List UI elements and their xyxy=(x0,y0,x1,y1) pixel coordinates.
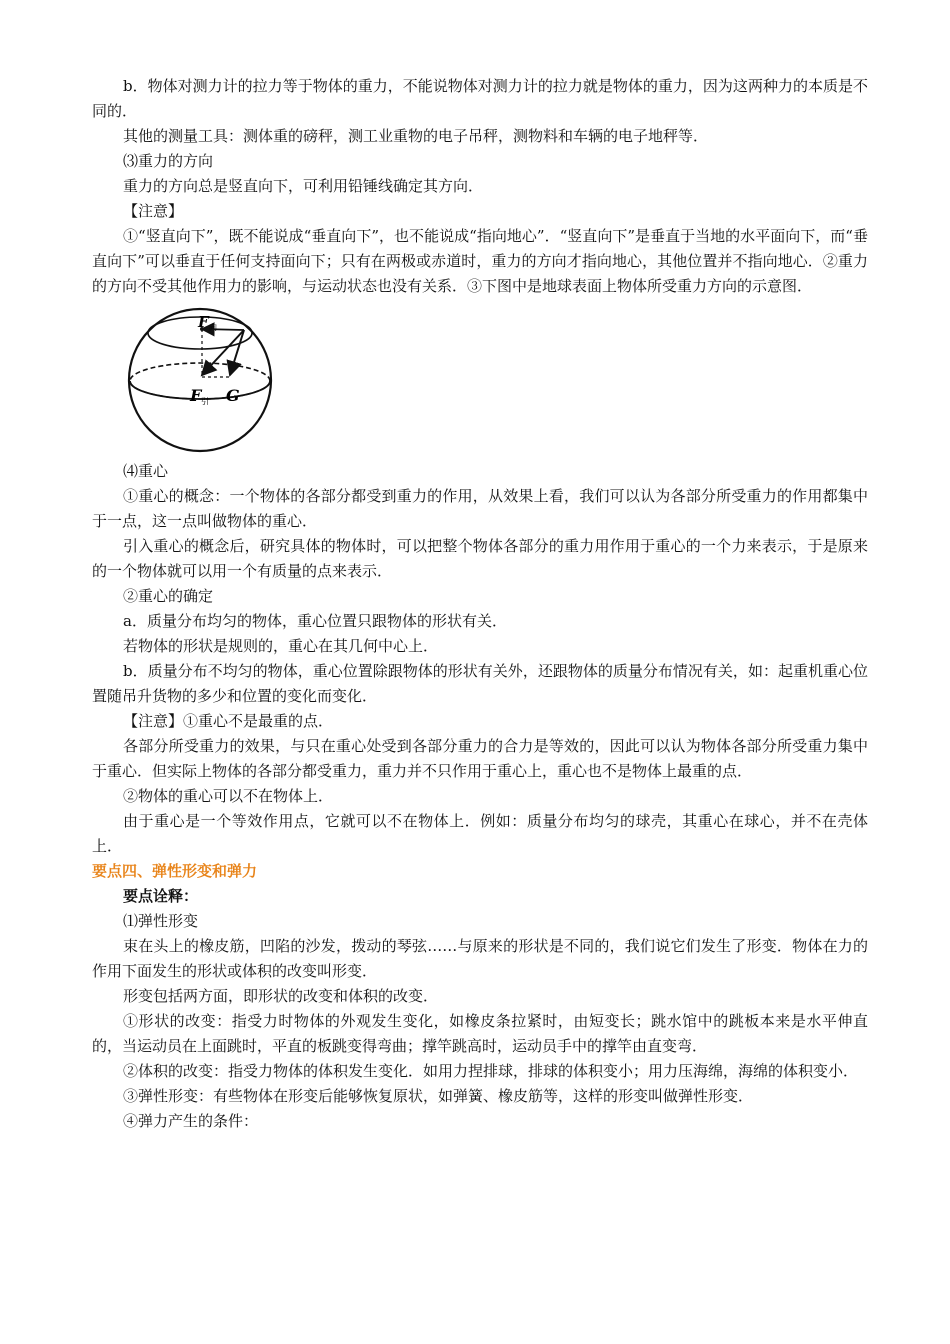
paragraph: ①重心的概念：一个物体的各部分都受到重力的作用，从效果上看，我们可以认为各部分所受重力的作用都集中于一点，这一点叫做物体的重心． xyxy=(92,487,868,530)
subheading: 要点诠释： xyxy=(123,887,199,905)
sphere-diagram xyxy=(126,303,274,453)
f-centripetal-sub: 向 xyxy=(209,323,217,332)
paragraph: b．质量分布不均匀的物体，重心位置除跟物体的形状有关外，还跟物体的质量分布情况有关，如：起重机重心位置随吊升货物的多少和位置的变化而变化． xyxy=(92,662,868,705)
paragraph: b．物体对测力计的拉力等于物体的重力，不能说物体对测力计的拉力就是物体的重力，因为这两种力的本质是不同的． xyxy=(92,77,868,120)
section-title: ⑷重心 xyxy=(123,462,169,480)
g-label: G xyxy=(226,386,240,405)
paragraph: ②体积的改变：指受力物体的体积发生变化．如用力捏排球，排球的体积变小；用力压海绵，海绵的体积变小． xyxy=(123,1062,859,1080)
paragraph: ②重心的确定 xyxy=(123,587,214,605)
paragraph: 束在头上的橡皮筋，凹陷的沙发，拨动的琴弦……与原来的形状是不同的，我们说它们发生了形变．物体在力的作用下面发生的形状或体积的改变叫形变． xyxy=(92,937,868,980)
paragraph: 引入重心的概念后，研究具体的物体时，可以把整个物体各部分的重力用作用于重心的一个力来表示，于是原来的一个物体就可以用一个有质量的点来表示． xyxy=(92,537,868,580)
f-centripetal-label: F xyxy=(198,313,209,331)
paragraph: ③弹性形变：有些物体在形变后能够恢复原状，如弹簧、橡皮筋等，这样的形变叫做弹性形变． xyxy=(123,1087,754,1105)
paragraph: 由于重心是一个等效作用点，它就可以不在物体上．例如：质量分布均匀的球壳，其重心在球心，并不在壳体上． xyxy=(92,812,868,855)
paragraph: ①形状的改变：指受力时物体的外观发生变化，如橡皮条拉紧时，由短变长；跳水馆中的跳板本来是水平伸直的，当运动员在上面跳时，平直的板跳变得弯曲；撑竿跳高时，运动员手中的撑竿由直变弯． xyxy=(92,1012,868,1055)
note-label: 【注意】 xyxy=(123,202,184,220)
paragraph: 若物体的形状是规则的，重心在其几何中心上． xyxy=(123,637,439,655)
paragraph: ②物体的重心可以不在物体上． xyxy=(123,787,334,805)
paragraph: 各部分所受重力的效果，与只在重心处受到各部分重力的合力是等效的，因此可以认为物体各部分所受重力集中于重心．但实际上物体的各部分都受重力，重力并不只作用于重心上，重心也不是物体上最重的点． xyxy=(92,737,868,780)
document-page xyxy=(92,74,868,1134)
section-title: ⑶重力的方向 xyxy=(123,152,214,170)
paragraph: ①“竖直向下”，既不能说成“垂直向下”，也不能说成“指向地心”．“竖直向下”是垂直于当地的水平面向下，而“垂直向下”可以垂直于任何支持面向下；只有在两极或赤道时，重力的方向才指向地心，其他位置并不指向地心．②重力的方向不受其他作用力的影响，与运动状态也没有关系．③下图中是地球表面上物体所受重力方向的示意图． xyxy=(92,227,868,295)
section-title: ⑴弹性形变 xyxy=(123,912,199,930)
gravity-direction-figure xyxy=(126,303,274,453)
f-gravitation-sub: 引 xyxy=(201,397,209,406)
section-heading: 要点四、弹性形变和弹力 xyxy=(92,862,258,880)
paragraph: ④弹力产生的条件： xyxy=(123,1112,259,1130)
paragraph: a．质量分布均匀的物体，重心位置只跟物体的形状有关． xyxy=(123,612,507,630)
note-label: 【注意】①重心不是最重的点． xyxy=(123,712,334,730)
paragraph: 形变包括两方面，即形状的改变和体积的改变． xyxy=(123,987,439,1005)
paragraph: 重力的方向总是竖直向下，可利用铅锤线确定其方向． xyxy=(123,177,484,195)
paragraph: 其他的测量工具：测体重的磅秤，测工业重物的电子吊秤，测物料和车辆的电子地秤等． xyxy=(123,127,709,145)
f-gravitation-label: F xyxy=(190,386,202,405)
